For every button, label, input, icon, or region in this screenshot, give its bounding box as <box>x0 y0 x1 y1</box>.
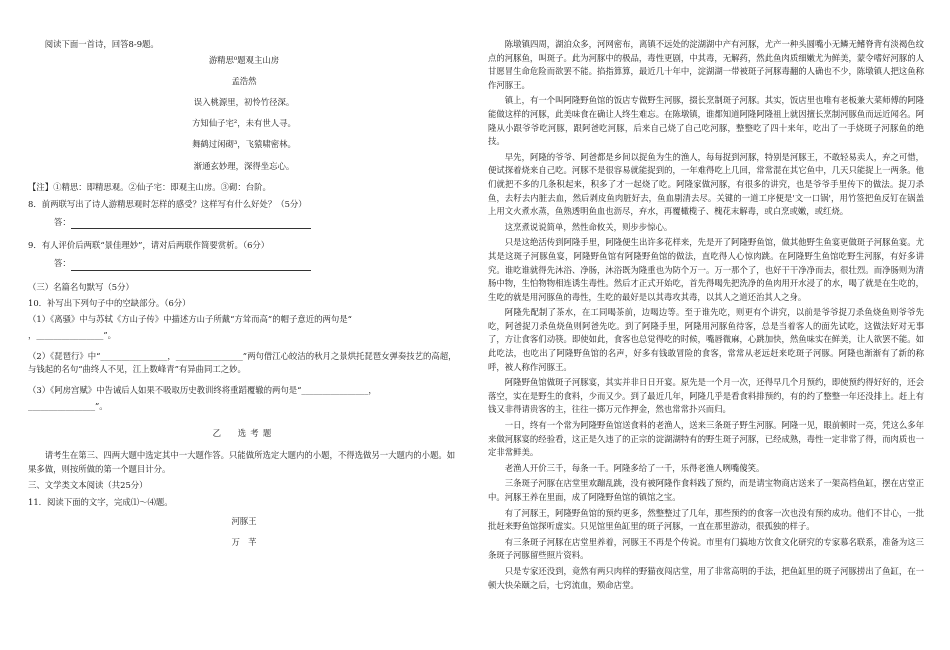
story-paragraph: 有了河豚王，阿隆野鱼馆的预约更多，然整整过了几年，那些预约的食客一次也没有预约成功。他们不甘心，一批批赶来野鱼馆探听虚实。只见馆里鱼缸里的斑子河豚，一直在那里游动，很孤独的样子。 <box>488 507 924 532</box>
story-paragraph: 陈墩镇四周，湖泊众多，河网密布，离镇不远处的淀湖湖中产有河豚，尤产一种头圆嘴小无鳞无鳍脊背有淡褐色纹点的河豚鱼，叫斑子。此为河豚中的极品，毒性更剧，中其毒，无解药，然此鱼肉质细嫩尤为鲜美，蒙令嗜好河豚的人甘愿冒生命危险而欲罢不能。掐指算算，最近几十年中，淀湖湖一带被斑子河豚毒翻的人确也不少，陈墩镇人把这鱼称作河豚王。 <box>488 39 924 90</box>
story-paragraph: 只是专家还没到，竟然有两只肉样的野猫夜闯店堂，用了非常高明的手法，把鱼缸里的斑子河豚捞出了鱼缸，在一顿大快朵颐之后，七窍流血，殒命店堂。 <box>488 565 924 590</box>
question-11: 11．阅读下面的文字，完成⑴～⑷题。 <box>28 496 173 507</box>
poem-line: 渐通玄妙理，深得坐忘心。 <box>193 160 295 171</box>
answer-8[interactable] <box>54 216 460 230</box>
section-3-heading: （三）名篇名句默写（5分） <box>28 281 134 292</box>
poem-author: 孟浩然 <box>231 76 257 87</box>
story-paragraph: 阿隆先配制了茶水，在工同喝茶前，边喝边等。至于谁先吃，则更有个讲究，以前是爷爷捉刀杀鱼烧鱼则爷爷先吃，阿爸捉刀杀鱼烧鱼则阿爸先吃。到了阿隆手里，阿隆用河豚鱼待客，总是当着客人的面先试吃，这做法好对无事了，方让食客们动筷。即使如此，食客也总觉得吃的时候，嘴唇微麻，心跳加快，然鱼味实在鲜美，让人欲罢不能。如此吃法，也吃出了阿隆野鱼馆的名声，好多有钱敢冒险的食客，常常从老远赶来吃斑子河豚。阿隆也渐渐有了新的称呼，被人称作河豚王。 <box>488 307 924 372</box>
question-10-1: （1）《离骚》中与苏轼《方山子传》中描述方山子所戴“方耸而高”的帽子意近的两句是“ <box>28 313 352 324</box>
left-column <box>28 38 460 558</box>
answer-8-label: 答： <box>54 216 71 227</box>
poem-line: 误入桃源里，初怜竹径深。 <box>193 97 295 108</box>
story-paragraph: 镇上，有一个叫阿隆野鱼馆的饭店专做野生河豚，掇长烹制斑子河豚。其实，饭店里也唯有老板兼大菜师傅的阿隆能做这样的河豚，此美味食在确让人终生难忘。在陈墩镇，谁都知道阿隆阿隆祖上就因擅长烹制河豚鱼而远近闻名。阿隆从小跟爷爷吃河豚，跟阿爸吃河豚，后来自己烧了自己吃河豚，整整吃了四十来年，吃出了一手烧斑子河豚鱼的绝技。 <box>488 95 924 147</box>
story-paragraph: 这烹煮说说简单，然性命攸关，则步步惊心。 <box>504 221 673 232</box>
answer-9[interactable] <box>54 257 460 271</box>
poem-note: 【注】①精思：即精思观。②仙子宅：即观主山房。③砌：台阶。 <box>28 181 271 192</box>
reading-intro: 阅读下面一首诗，回答8-9题。 <box>44 39 159 49</box>
question-10-3: （3）《阿房宫赋》中告诫后人如果不吸取历史教训终将重蹈覆辙的两句是“________________， <box>28 384 377 395</box>
story-author: 万 芊 <box>231 537 257 548</box>
question-9: 9．有人评价后两联“景佳理妙”，请对后两联作简要赏析。（6分） <box>28 240 270 251</box>
answer-9-label: 答： <box>54 258 71 269</box>
story-paragraph: 老渔人开价三千，每条一千。阿隆多给了一千，乐得老渔人咧嘴傻笑。 <box>504 462 765 473</box>
section-b-heading: 乙 选考题 <box>212 428 276 439</box>
question-8: 8．前两联写出了诗人游精思观时怎样的感受？这样写有什么好处？（5分） <box>28 199 307 210</box>
answer-8-line[interactable] <box>71 218 311 229</box>
story-paragraph: 三条斑子河豚在店堂里欢蹦乱跳，没有被阿隆作食料践了预约，而是请宝物商店送来了一架高档鱼缸，摆在店堂正中。河豚王养在里面，成了阿隆野鱼馆的镇馆之宝。 <box>488 478 924 502</box>
story-title: 河豚王 <box>231 516 257 527</box>
story-paragraph: 只是这绝活传到阿隆手里，阿隆便生出许多花样来，先是开了阿隆野鱼馆，做其他野生鱼宴更做斑子河豚鱼宴。尤其是这斑子河豚鱼宴，阿隆野鱼馆有阿隆野鱼馆的做法，直吃得人心惊肉跳。在阿隆野生鱼馆吃野生河豚，有好多讲究。谁吃谁就得先沐浴、净肠，沐浴既为隆重也为防个万一。万一那个了，也好干干净净而去，很壮烈。而净肠则为清肠中物，生怕物物相连诱生毒性。然后才正式开始吃，首先得喝先把洗净的鱼肉用开水浸了的水，喝了就是在生吃的，生吃的就是用河豚鱼的毒性，生吃的最好是以其毒攻其毒，以其人之道还治其人之身。 <box>488 237 924 302</box>
story-paragraph: 早先，阿隆的爷爷、阿爸都是乡间以捉鱼为生的渔人，每每捉到河豚，特别是河豚王，不敢轻易卖人，弃之可惜，便试探着烧来自己吃。河豚不是很容易就能捉到的，一年难得吃上几回，常常混在其它鱼中，几天只能捉上一两条。他们就把不多的几条积起来，积多了才一起烧了吃。阿隆家做河豚，有很多的讲究，也是爷爷手里传下的做法。捉刀杀鱼，去籽去内脏去血，然后剥皮鱼肉脏好去，鱼血剔清去尽。关键的一道工序便是'文一口锅'，用竹签把鱼反钉在锅盖上用文火煮水蒸，鱼熟透明鱼血也沥尽，弃水，再覆橄榄子、槐花末解毒，或白烹或嫩，或红烧。 <box>488 151 924 217</box>
poem-title: 游精思⁰题观主山房 <box>208 55 280 66</box>
question-10: 10．补写出下列句子中的空缺部分。（6分） <box>28 297 191 308</box>
section-3b-heading: 三、文学类文本阅读（共25分） <box>28 480 148 491</box>
story-paragraph: 阿隆野鱼馆做斑子河豚宴，其实并非日日开宴。原先是一个月一次，还得早几个月预约，即使预约得好好的，还会落空，实在是野生的食料，少而又少。到了最近几年，阿隆几乎是看食料排预约，有的约了整整一年还没排上。赶上有钱又非得请贵客的主，往往一掷万元作押金，然也常常扑兴而归。 <box>488 377 924 415</box>
story-paragraph: 一日，终有一个常为阿隆野鱼馆送食料的老渔人，送来三条斑子野生河豚。阿隆一见，眼前顿时一亮，凭这么多年来做河豚宴的经验看，这正是久违了的正宗的淀湖湖特有的野生斑子河豚，已经成熟，毒性一定非常了得，而肉质也一定非常鲜美。 <box>488 420 924 458</box>
poem-line: 舞鹤过闲砌³，飞猿啸密林。 <box>192 139 296 150</box>
right-column <box>488 38 924 594</box>
poem-line: 方知仙子宅²，未有世人寻。 <box>192 118 296 129</box>
section-b-instructions: 请考生在第三、四两大题中选定其中一大题作答。只能做所选定大题内的小题，不得选做另一大题内的小题。如果多做，则按所做的第一个题目计分。 <box>28 449 456 474</box>
question-10-3b: ________________”。 <box>28 400 108 411</box>
question-10-2: （2）《琵琶行》中“________________，________________”两句借江心皎洁的秋月之景烘托琵琶女弹奏技艺的高超，与钱起的名句“曲终人不见，江上数峰青”有异曲同工之妙。 <box>28 350 457 375</box>
question-10-1b: ，________________”。 <box>28 329 117 340</box>
answer-9-line[interactable] <box>71 260 311 271</box>
story-paragraph: 有三条斑子河豚在店堂里养着，河豚王不再是个传说。市里有门搞地方饮食文化研究的专家慕名联系，准备为这三条斑子河豚留些照片资料。 <box>488 536 924 561</box>
